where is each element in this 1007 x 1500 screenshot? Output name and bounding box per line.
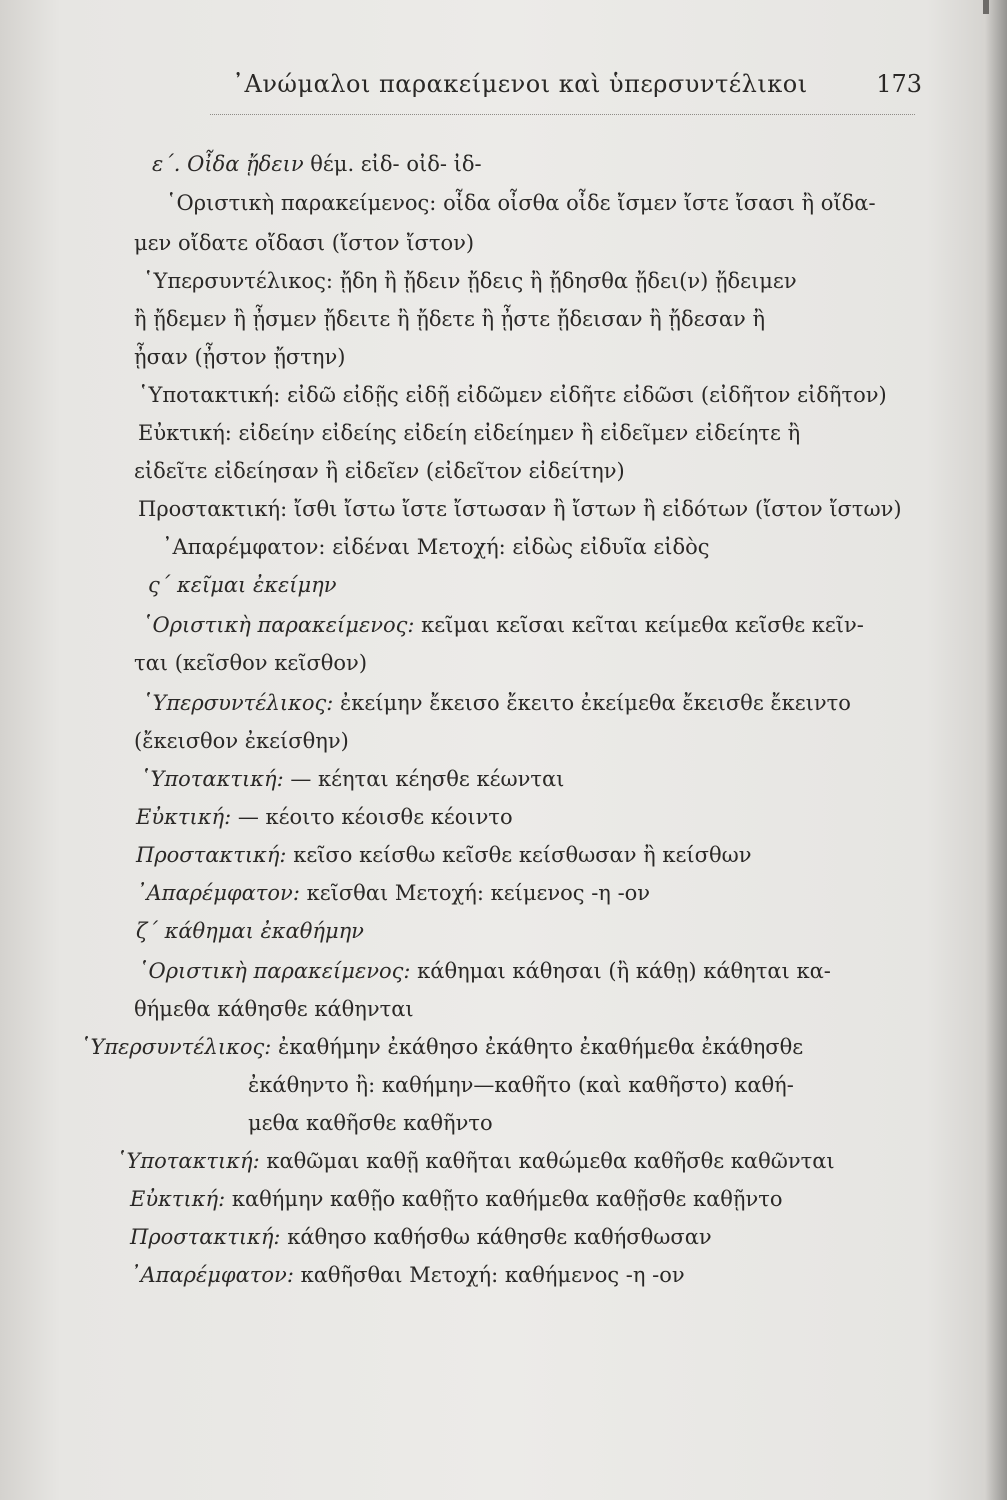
text-line xyxy=(162,534,710,560)
forms: εἰδείην εἰδείης εἰδείη εἰδείημεν ἢ εἰδεῖμεν εἰδείητε ἢ xyxy=(238,421,801,445)
text-line xyxy=(142,612,864,638)
forms: εἰδῶ εἰδῇς εἰδῇ εἰδῶμεν εἰδῆτε εἰδῶσι (εἰδῆτον εἰδῆτον) xyxy=(287,383,887,407)
text-line xyxy=(130,1224,712,1250)
text-line xyxy=(136,804,513,830)
text-line xyxy=(134,306,765,332)
forms: εἰδεῖτε εἰδείησαν ἢ εἰδεῖεν (εἰδεῖτον εἰδείτην) xyxy=(134,459,625,483)
section-heading-oida xyxy=(152,151,482,177)
text-line xyxy=(143,268,797,294)
mood-label: ῾Υποτακτική: xyxy=(138,383,281,407)
forms: κεῖμαι κεῖσαι κεῖται κείμεθα κεῖσθε κεῖν- xyxy=(421,613,864,637)
forms: — κέοιτο κέοισθε κέοιντο xyxy=(237,805,513,829)
section-title: κάθημαι ἐκαθήμην xyxy=(164,919,364,943)
text-line xyxy=(166,190,876,216)
forms: κάθημαι κάθησαι (ἢ κάθῃ) κάθηται κα- xyxy=(417,959,831,983)
section-heading-keimai xyxy=(148,572,337,598)
mood-label: Εὐκτική: xyxy=(130,1187,226,1211)
forms: ἐκάθηντο ἢ: καθήμην—καθῆτο (καὶ καθῆστο) καθή- xyxy=(248,1073,794,1097)
mood-label: ᾿Απαρέμφατον: xyxy=(136,881,300,905)
section-number: ε΄. xyxy=(152,152,181,176)
forms: μεθα καθῆσθε καθῆντο xyxy=(248,1111,493,1135)
mood-label: Εὐκτική: xyxy=(136,805,232,829)
section-number: ς΄ xyxy=(148,573,171,597)
forms: καθῆσθαι Μετοχή: καθήμενος -η -ον xyxy=(300,1263,685,1287)
text-line xyxy=(134,650,367,676)
forms: κεῖσο κείσθω κεῖσθε κείσθωσαν ἢ κείσθων xyxy=(293,843,752,867)
section-title: Οἶδα ᾔδειν xyxy=(187,152,304,176)
text-line xyxy=(138,382,887,408)
mood-label: ῾Υπερσυντέλικος: xyxy=(80,1035,272,1059)
text-line xyxy=(136,842,752,868)
forms: καθῶμαι καθῇ καθῆται καθώμεθα καθῆσθε καθῶνται xyxy=(266,1149,835,1173)
mood-label: Προστακτική: xyxy=(138,497,288,521)
section-title: κεῖμαι ἐκείμην xyxy=(176,573,337,597)
text-line xyxy=(138,958,831,984)
mood-label: Εὐκτική: xyxy=(138,421,232,445)
forms: ἐκαθήμην ἐκάθησο ἐκάθητο ἐκαθήμεθα ἐκάθησθε xyxy=(278,1035,804,1059)
forms: κάθησο καθήσθω κάθησθε καθήσθωσαν xyxy=(287,1225,712,1249)
text-line xyxy=(138,420,800,446)
text-line xyxy=(134,344,345,370)
section-stem: θέμ. εἰδ- οἰδ- ἰδ- xyxy=(310,152,482,176)
forms: — κέηται κέησθε κέωνται xyxy=(290,767,565,791)
text-line xyxy=(116,1148,835,1174)
forms: (ἔκεισθον ἐκείσθην) xyxy=(134,729,349,753)
mood-label: ῾Οριστικὴ παρακείμενος: xyxy=(142,613,415,637)
mood-label: ῾Υποτακτική: xyxy=(140,767,284,791)
forms: μεν οἴδατε οἴδασι (ἴστον ἴστον) xyxy=(134,231,475,255)
forms: καθήμην καθῇο καθῇτο καθήμεθα καθῇσθε καθῇντο xyxy=(231,1187,783,1211)
forms: ἢ ᾔδεμεν ἢ ᾖσμεν ᾔδειτε ἢ ᾔδετε ἢ ᾖστε ᾔδεισαν ἢ ᾔδεσαν ἢ xyxy=(134,307,766,331)
mood-label: ῾Οριστικὴ παρακείμενος: xyxy=(138,959,411,983)
text-line xyxy=(248,1110,493,1136)
forms: θήμεθα κάθησθε κάθηνται xyxy=(134,997,414,1021)
text-line xyxy=(140,766,564,792)
mood-label: ῾Οριστικὴ παρακείμενος: xyxy=(166,191,437,215)
text-line xyxy=(130,1186,783,1212)
text-line xyxy=(134,458,625,484)
section-number: ζ΄ xyxy=(136,919,158,943)
forms: ᾔδη ἢ ᾔδειν ᾔδεις ἢ ᾔδησθα ᾔδει(ν) ᾔδειμεν xyxy=(339,269,797,293)
text-line xyxy=(80,1034,803,1060)
page-number: 173 xyxy=(876,70,922,98)
forms: ται (κεῖσθον κεῖσθον) xyxy=(134,651,368,675)
mood-label: ῾Υπερσυντέλικος: xyxy=(143,269,333,293)
mood-label: ῾Υποτακτική: xyxy=(116,1149,260,1173)
forms: ἴσθι ἴστω ἴστε ἴστωσαν ἢ ἴστων ἢ εἰδότων (ἴστον ἴστων) xyxy=(293,497,902,521)
mood-label: Προστακτική: xyxy=(130,1225,281,1249)
text-line xyxy=(138,496,902,522)
forms: οἶδα οἶσθα οἶδε ἴσμεν ἴστε ἴσασι ἢ οἴδα- xyxy=(443,191,876,215)
mood-label: Προστακτική: xyxy=(136,843,287,867)
text-line xyxy=(134,996,414,1022)
mood-label: ᾿Απαρέμφατον: xyxy=(162,535,326,559)
text-line xyxy=(134,728,349,754)
text-line xyxy=(142,690,851,716)
text-line xyxy=(248,1072,794,1098)
mood-label: ᾿Απαρέμφατον: xyxy=(130,1263,294,1287)
forms: εἰδέναι Μετοχή: εἰδὼς εἰδυῖα εἰδὸς xyxy=(332,535,710,559)
forms: ἐκείμην ἔκεισο ἔκειτο ἐκείμεθα ἔκεισθε ἔκειντο xyxy=(340,691,851,715)
text-line xyxy=(136,880,650,906)
forms: ᾖσαν (ᾖστον ᾔστην) xyxy=(134,345,346,369)
mood-label: ῾Υπερσυντέλικος: xyxy=(142,691,334,715)
text-line xyxy=(130,1262,685,1288)
forms: κεῖσθαι Μετοχή: κείμενος -η -ον xyxy=(306,881,651,905)
text-line xyxy=(134,230,474,256)
running-title: ᾿Ανώμαλοι παρακείμενοι καὶ ὑπερσυντέλικοι xyxy=(232,70,808,98)
section-heading-kathemai xyxy=(136,918,364,944)
